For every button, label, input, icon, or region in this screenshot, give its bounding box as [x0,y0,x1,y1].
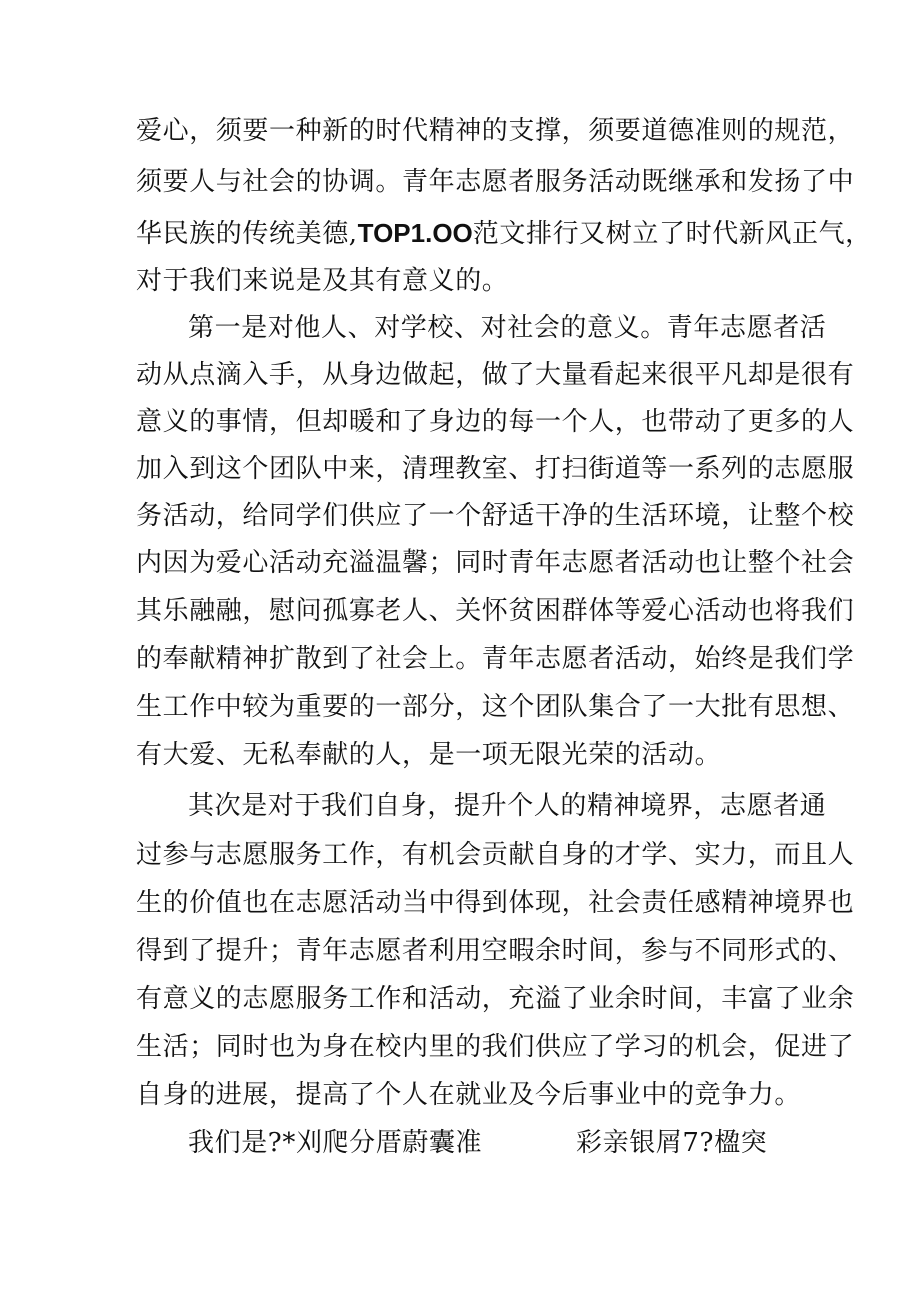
text-line: 生工作中较为重要的一部分，这个团队集合了一大批有思想、 [136,692,855,722]
text-line: 过参与志愿服务工作，有机会贡献自身的才学、实力，而且人 [136,840,855,870]
text-line: 务活动，给同学们供应了一个舒适干净的生活环境，让整个校 [136,501,855,531]
text-line: 对于我们来说是及其有意义的。 [136,266,509,296]
text-line: 的奉献精神扩散到了社会上。青年志愿者活动，始终是我们学 [136,644,855,674]
text-line: 得到了提升；青年志愿者利用空暇余时间，参与不同形式的、 [136,936,855,966]
text-line: 须要人与社会的协调。青年志愿者服务活动既继承和发扬了中 [136,167,855,197]
text-line: 生的价值也在志愿活动当中得到体现，社会责任感精神境界也 [136,888,855,918]
text-span: 范文排行又树立了时代新风正气， [472,219,872,249]
garbled-text-left: 我们是?*刈爬分厝蔚囊准 [188,1128,483,1158]
text-line: 动从点滴入手，从身边做起，做了大量看起来很平凡却是很有 [136,360,855,390]
bold-inline-text: TOP1.OO [357,218,473,248]
garbled-text-right: 彩亲银屑7?楹突 [576,1128,768,1158]
text-line: 爱心，须要一种新的时代精神的支撑，须要道德准则的规范， [136,116,855,146]
text-line: 其次是对于我们自身，提升个人的精神境界，志愿者通 [188,791,827,821]
text-line: 自身的进展，提高了个人在就业及今后事业中的竞争力。 [136,1080,802,1110]
text-line: 其乐融融，慰问孤寡老人、关怀贫困群体等爱心活动也将我们 [136,596,855,626]
text-span: 华民族的传统美德, [136,219,358,249]
text-line [136,216,872,250]
text-line: 加入到这个团队中来，清理教室、打扫街道等一系列的志愿服 [136,454,855,484]
text-line: 有意义的志愿服务工作和活动，充溢了业余时间，丰富了业余 [136,984,855,1014]
text-line: 有大爱、无私奉献的人，是一项无限光荣的活动。 [136,740,722,770]
text-line: 意义的事情，但却暖和了身边的每一个人，也带动了更多的人 [136,407,855,437]
text-line: 第一是对他人、对学校、对社会的意义。青年志愿者活 [188,313,827,343]
text-line: 内因为爱心活动充溢温馨；同时青年志愿者活动也让整个社会 [136,548,855,578]
text-line: 生活；同时也为身在校内里的我们供应了学习的机会，促进了 [136,1032,855,1062]
